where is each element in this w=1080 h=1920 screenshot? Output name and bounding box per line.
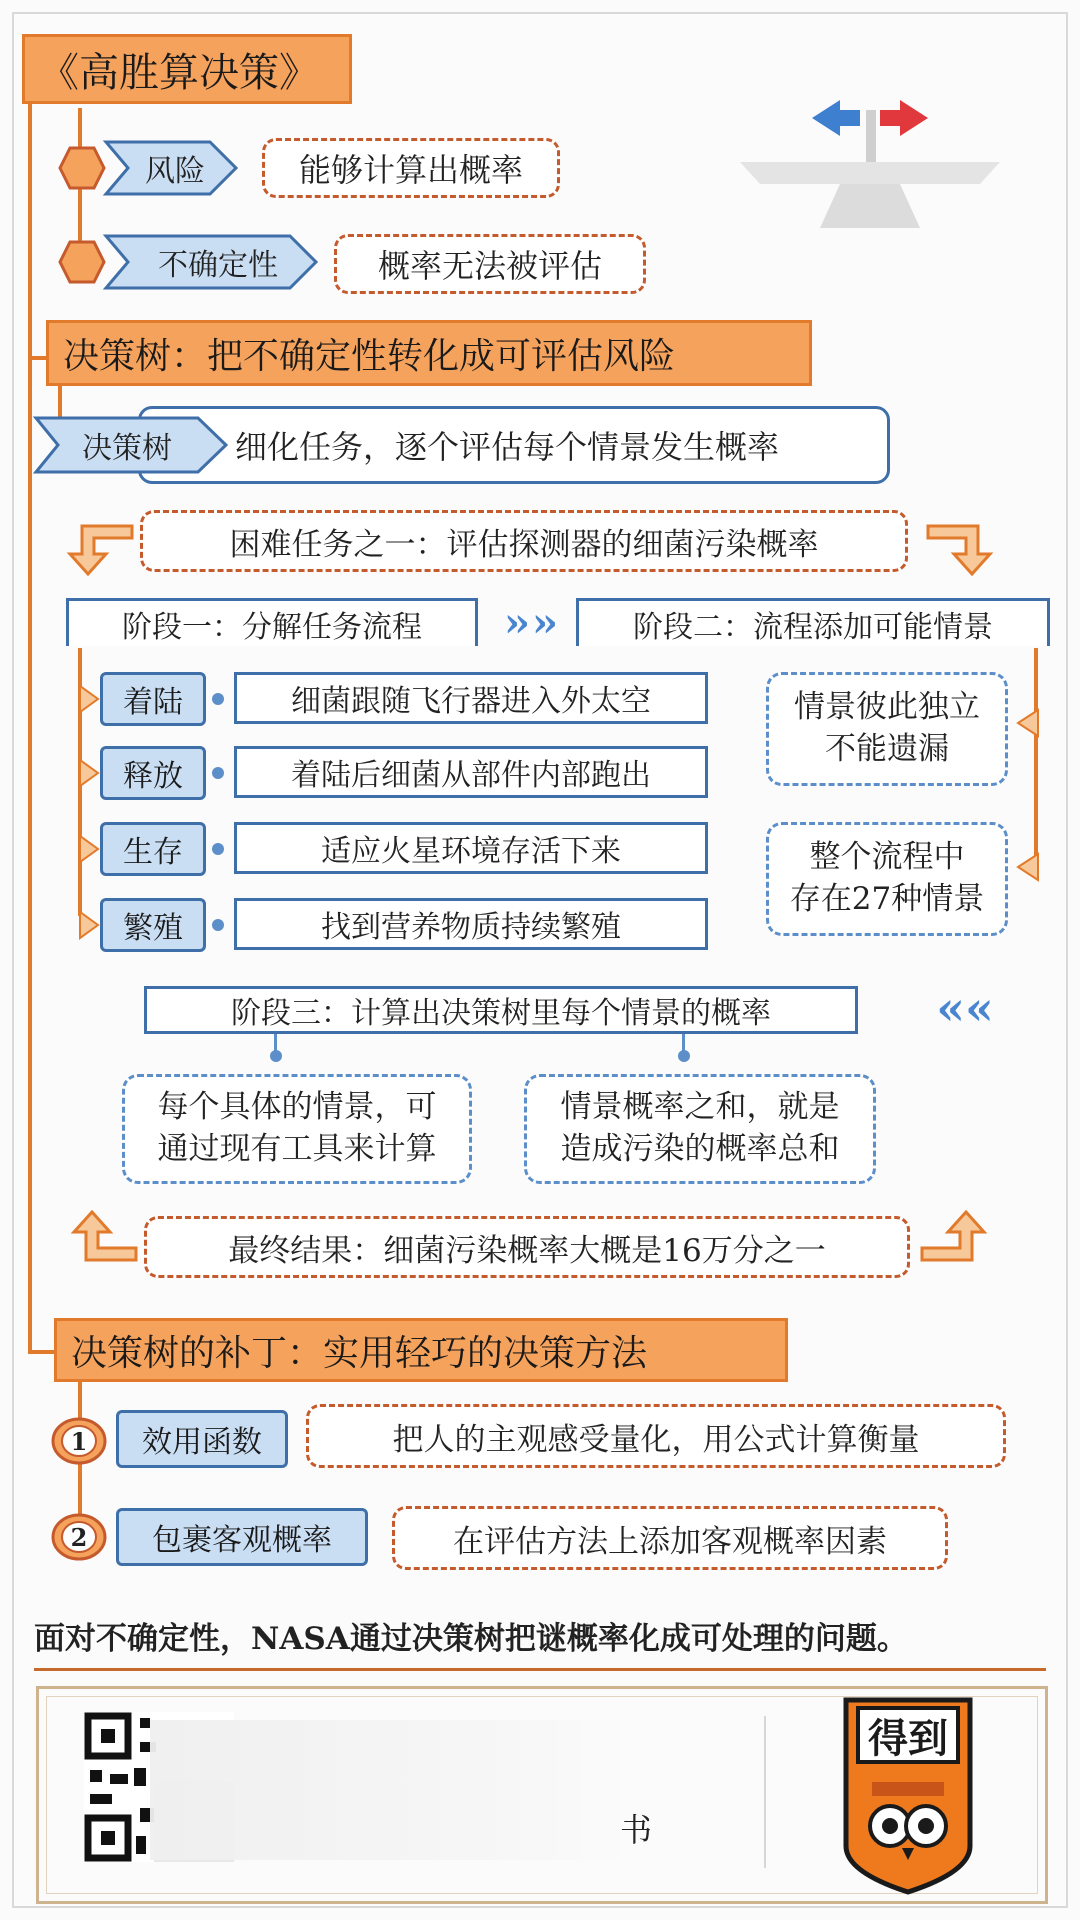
connector-dot (270, 1050, 282, 1062)
connector-dot (212, 919, 224, 931)
blurred-region (150, 1720, 630, 1860)
corner-down-arrow-icon (64, 520, 136, 576)
corner-up-arrow-icon (918, 1210, 990, 1266)
objective-probability-label: 包裹客观概率 (116, 1508, 368, 1566)
step-desc: 着陆后细菌从部件内部跑出 (234, 746, 708, 798)
note-independent (766, 672, 1008, 786)
hexagon-icon (58, 146, 106, 190)
task-box: 困难任务之一：评估探测器的细菌污染概率 (140, 510, 908, 572)
connector-dot (212, 767, 224, 779)
stage1-title: 阶段一：分解任务流程 (66, 598, 478, 646)
step-label: 生存 (100, 822, 206, 876)
objective-probability-desc: 在评估方法上添加客观概率因素 (392, 1506, 948, 1570)
tree-desc: 细化任务，逐个评估每个情景发生概率 (138, 406, 890, 484)
calc-box-1 (122, 1074, 472, 1184)
corner-down-arrow-icon (924, 520, 996, 576)
footer-divider (764, 1716, 766, 1868)
summary-divider (34, 1668, 1046, 1671)
hexagon-icon (58, 240, 106, 284)
book-text: 书 (620, 1811, 653, 1849)
trunk-line (28, 68, 32, 1350)
right-triangle-icon (78, 910, 100, 940)
uncertainty-desc: 概率无法被评估 (334, 234, 646, 294)
calc2-line1: 情景概率之和，就是 (560, 1089, 840, 1126)
note-27-scenarios (766, 822, 1008, 936)
risk-label: 风险 (145, 154, 205, 189)
note-independent-line2: 不能遗漏 (825, 731, 949, 767)
section2-heading: 决策树的补丁：实用轻巧的决策方法 (54, 1318, 788, 1382)
double-chevron-right-icon: ›› ›› (504, 598, 552, 646)
note-27-line2: 存在27种情景 (789, 881, 985, 917)
tree-label: 决策树 (82, 431, 172, 466)
dedao-logo-text: 得到 (868, 1714, 948, 1762)
corner-up-arrow-icon (68, 1210, 140, 1266)
step-label: 释放 (100, 746, 206, 800)
section1-heading: 决策树：把不确定性转化成可评估风险 (46, 320, 812, 386)
page-title: 《高胜算决策》 (22, 34, 352, 104)
connector-dot (678, 1050, 690, 1062)
uncertainty-label: 不确定性 (158, 248, 278, 283)
step-desc: 适应火星环境存活下来 (234, 822, 708, 874)
utility-function-desc: 把人的主观感受量化，用公式计算衡量 (306, 1404, 1006, 1468)
step-desc: 找到营养物质持续繁殖 (234, 898, 708, 950)
number-1: 1 (70, 1426, 88, 1456)
connector-dot (212, 693, 224, 705)
calc1-line2: 通过现有工具来计算 (157, 1131, 437, 1167)
step-label: 繁殖 (100, 898, 206, 952)
stage3-title: 阶段三：计算出决策树里每个情景的概率 (144, 986, 858, 1034)
step-label: 着陆 (100, 672, 206, 726)
double-chevron-left-icon: ‹‹ ‹‹ (936, 981, 986, 1035)
stage2-title: 阶段二：流程添加可能情景 (576, 598, 1050, 646)
calc2-line2: 造成污染的概率总和 (560, 1131, 840, 1167)
right-triangle-icon (78, 758, 100, 788)
number-2: 2 (70, 1522, 88, 1552)
calc1-line1: 每个具体的情景，可 (157, 1089, 437, 1126)
right-triangle-icon (78, 684, 100, 714)
step-desc: 细菌跟随飞行器进入外太空 (234, 672, 708, 724)
calc-box-2 (524, 1074, 876, 1184)
note-27-line1: 整个流程中 (809, 839, 965, 876)
utility-function-label: 效用函数 (116, 1410, 288, 1468)
note-independent-line1: 情景彼此独立 (794, 689, 980, 726)
right-triangle-icon (78, 834, 100, 864)
stage2-line (1034, 648, 1038, 872)
balance-scale-icon (730, 80, 1010, 230)
result-box: 最终结果：细菌污染概率大概是16万分之一 (144, 1216, 910, 1278)
left-triangle-icon (1014, 852, 1040, 882)
summary-text: 面对不确定性，NASA通过决策树把谜概率化成可处理的问题。 (34, 1620, 908, 1657)
risk-desc: 能够计算出概率 (262, 138, 560, 198)
left-triangle-icon (1014, 708, 1040, 738)
connector-dot (212, 843, 224, 855)
